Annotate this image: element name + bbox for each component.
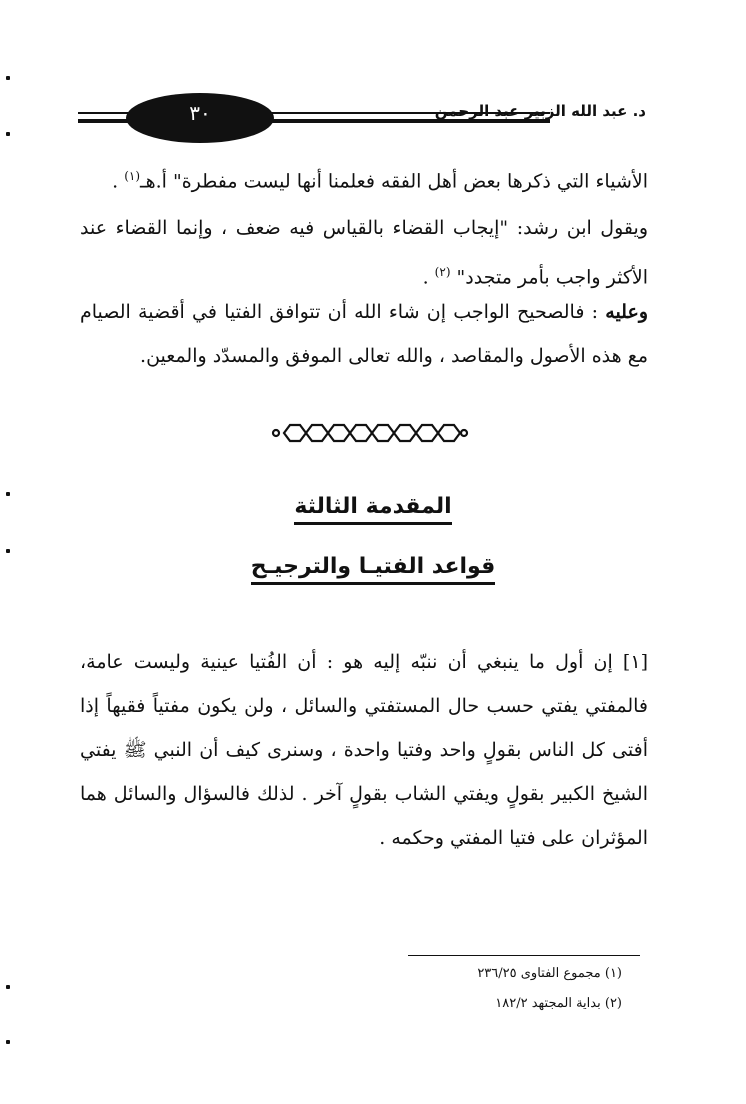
paragraph-text: ويقول ابن رشد: "إيجاب القضاء بالقياس فيه ضعف ، وإنما القضاء عند الأكثر واجب بأمر متجدد" <box>80 217 648 289</box>
paragraph-lead: وعليه <box>605 301 648 323</box>
section-heading-text: المقدمة الثالثة <box>294 494 451 525</box>
scan-mark <box>6 76 10 80</box>
paragraph-text: : فالصحيح الواجب إن شاء الله أن تتوافق الفتيا في أقضية الصيام مع هذه الأصول والمقاصد ، والله تعالى الموفق والمسدّد والمعين. <box>80 301 648 367</box>
scan-mark <box>6 492 10 496</box>
paragraph-conclusion <box>80 290 648 378</box>
page-number: ٣٠ <box>189 101 211 125</box>
footnote <box>495 996 622 1011</box>
running-head-author: د. عبد الله الزبير عبد الرحمن <box>434 102 646 120</box>
ornament-divider <box>270 420 470 446</box>
paragraph-tail: . <box>112 170 125 193</box>
scan-mark <box>6 1040 10 1044</box>
footnote-ref: (١) <box>124 169 141 183</box>
scan-mark <box>6 549 10 553</box>
paragraph-rule-1 <box>80 640 648 860</box>
page-header <box>78 88 646 146</box>
section-subheading-text: قواعد الفتيـا والترجيـح <box>251 554 496 585</box>
footnote-number: (١) <box>604 966 622 981</box>
paragraph-quote-end <box>80 154 648 203</box>
footnote-separator <box>408 955 640 956</box>
footnote-number: (٢) <box>604 996 622 1011</box>
section-heading <box>180 494 566 519</box>
paragraph-text: الأشياء التي ذكرها بعض أهل الفقه فعلمنا أنها ليست مفطرة" أ.هـ <box>140 170 648 193</box>
footnote-text: بداية المجتهد ١٨٢/٢ <box>495 996 601 1011</box>
paragraph-tail: . <box>422 266 435 289</box>
paragraph-text: [١] إن أول ما ينبغي أن ننبّه إليه هو : أن الفُتيا عينية وليست عامة، فالمفتي يفتي حسب حال المستفتي والسائل ، ولن يكون مفتياً فقيهاً إذا أفتى كل الناس بقولٍ واحد وفتيا واحدة ، وسنرى كيف أن النبي ﷺ يفتي الشيخ الكبير بقولٍ ويفتي الشاب بقولٍ آخر . لذلك فالسؤال والسائل هما المؤثران على فتيا المفتي وحكمه . <box>80 651 648 849</box>
footnote <box>477 966 622 981</box>
footnote-ref: (٢) <box>434 265 451 279</box>
paragraph-ibn-rushd <box>80 206 648 299</box>
scan-mark <box>6 132 10 136</box>
footnote-text: مجموع الفتاوى ٢٣٦/٢٥ <box>477 966 601 981</box>
scan-mark <box>6 985 10 989</box>
section-subheading <box>180 554 566 579</box>
